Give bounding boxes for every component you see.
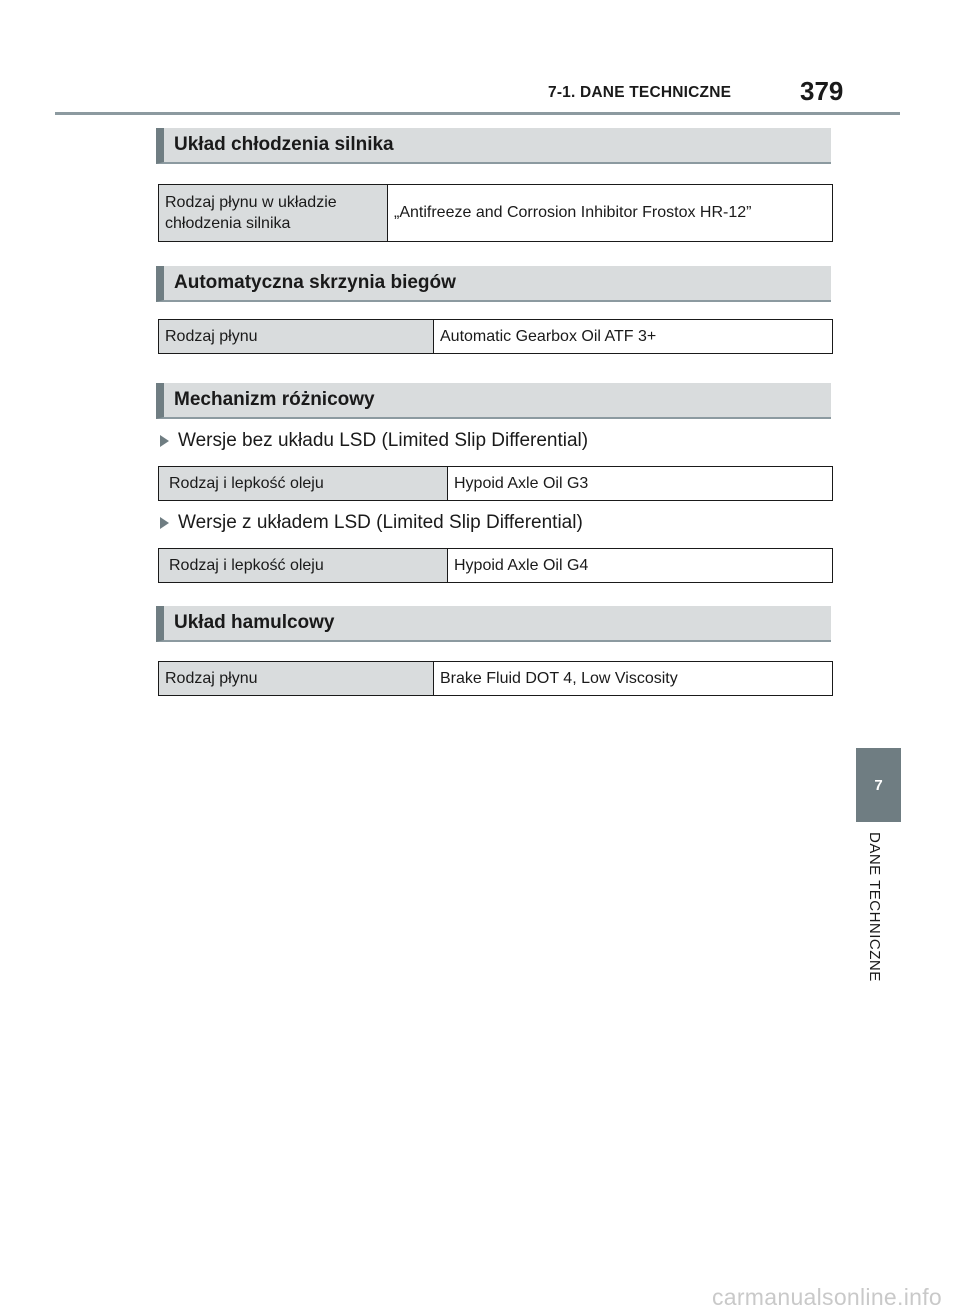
chapter-tab: 7 <box>856 748 901 822</box>
brakes-spec-table <box>158 661 833 696</box>
header-divider <box>55 112 900 115</box>
watermark: carmanualsonline.info <box>711 1284 942 1310</box>
triangle-bullet-icon <box>160 517 169 529</box>
cooling-fluid-label: Rodzaj płynu w układzie chłodzenia silnika <box>159 185 388 242</box>
section-heading-brakes: Układ hamulcowy <box>156 606 831 642</box>
differential-g3-label: Rodzaj i lepkość oleju <box>159 467 448 501</box>
bullet-without-lsd <box>160 430 588 452</box>
table-row <box>159 662 833 696</box>
brake-fluid-value: Brake Fluid DOT 4, Low Viscosity <box>434 662 833 696</box>
differential-g4-table <box>158 548 833 583</box>
table-row <box>159 549 833 583</box>
chapter-tab-label: DANE TECHNICZNE <box>866 832 883 982</box>
cooling-fluid-value: „Antifreeze and Corrosion Inhibitor Frostox HR-12” <box>388 185 833 242</box>
page-number: 379 <box>800 76 844 106</box>
table-row <box>159 467 833 501</box>
differential-g4-value: Hypoid Axle Oil G4 <box>448 549 833 583</box>
differential-g4-label: Rodzaj i lepkość oleju <box>159 549 448 583</box>
bullet-without-lsd-text: Wersje bez układu LSD (Limited Slip Differential) <box>178 430 589 451</box>
transmission-fluid-label: Rodzaj płynu <box>159 320 434 354</box>
transmission-spec-table <box>158 319 833 354</box>
section-heading-transmission: Automatyczna skrzynia biegów <box>156 266 831 302</box>
bullet-with-lsd-text: Wersje z układem LSD (Limited Slip Differential) <box>178 512 583 533</box>
cooling-spec-table <box>158 184 833 242</box>
table-row <box>159 185 833 242</box>
triangle-bullet-icon <box>160 435 169 447</box>
running-header-title: 7-1. DANE TECHNICZNE <box>548 84 732 101</box>
section-heading-cooling: Układ chłodzenia silnika <box>156 128 831 164</box>
table-row <box>159 320 833 354</box>
bullet-with-lsd <box>160 512 583 534</box>
transmission-fluid-value: Automatic Gearbox Oil ATF 3+ <box>434 320 833 354</box>
brake-fluid-label: Rodzaj płynu <box>159 662 434 696</box>
differential-g3-value: Hypoid Axle Oil G3 <box>448 467 833 501</box>
section-heading-differential: Mechanizm różnicowy <box>156 383 831 419</box>
differential-g3-table <box>158 466 833 501</box>
